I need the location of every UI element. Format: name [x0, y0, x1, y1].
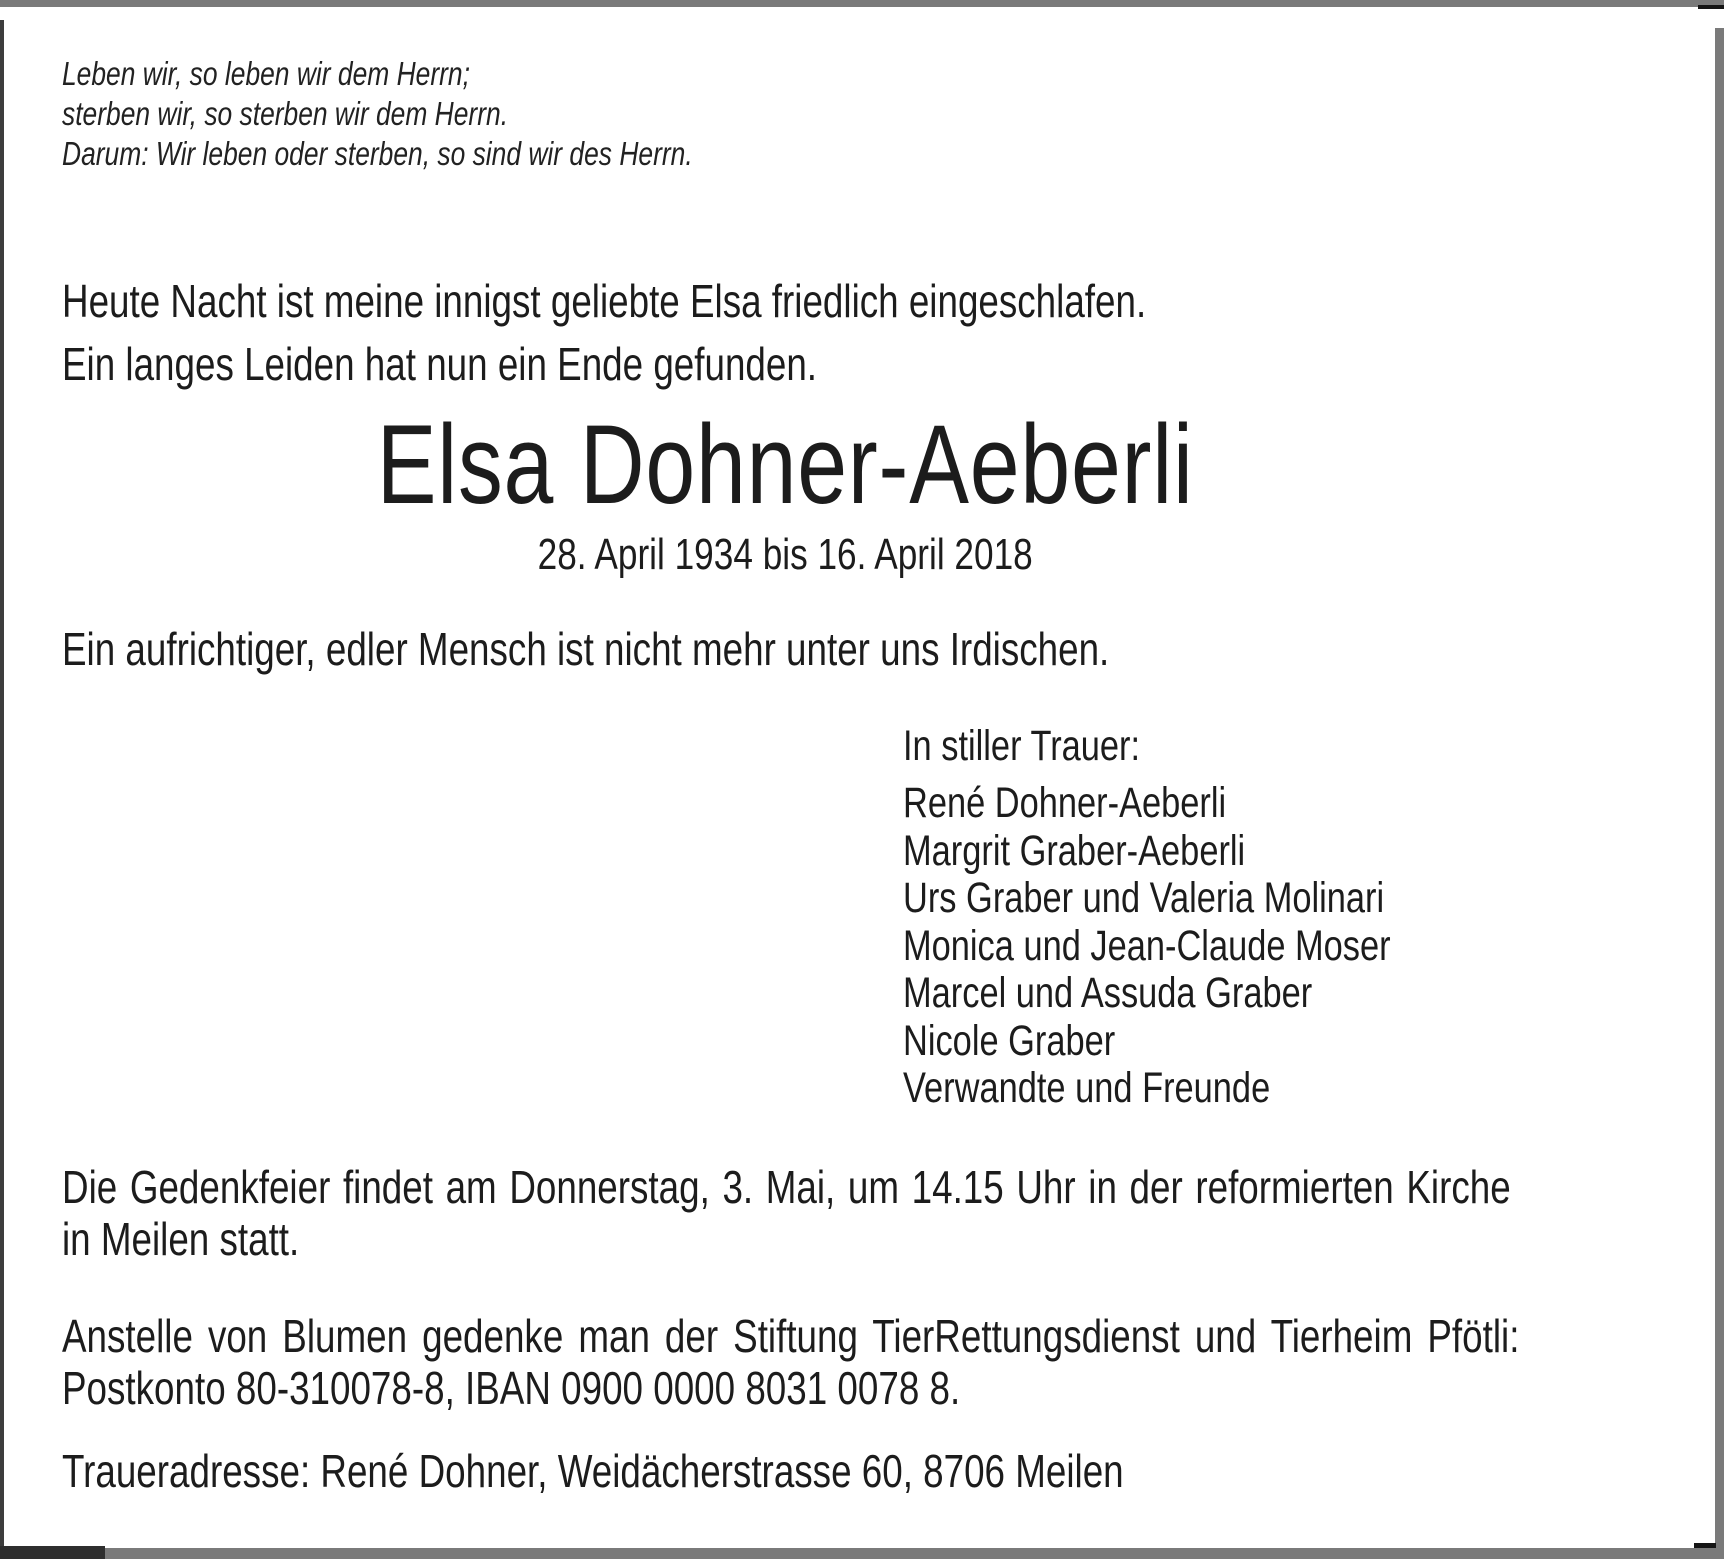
mourner-name: Monica und Jean-Claude Moser	[903, 921, 1391, 970]
donation-info	[62, 1310, 1520, 1414]
deceased-name: Elsa Dohner-Aeberli	[376, 402, 1194, 527]
mourner-name: Marcel und Assuda Graber	[903, 969, 1313, 1017]
verse-line: sterben wir, so sterben wir dem Herrn.	[62, 95, 509, 132]
mourner-name: Nicole Graber	[903, 1016, 1116, 1065]
scan-edge-left	[0, 20, 4, 1549]
scan-edge-top	[0, 0, 1724, 7]
tribute-line: Ein aufrichtiger, edler Mensch ist nicht mehr unter uns Irdischen.	[62, 623, 1110, 675]
verse-line: Darum: Wir leben oder sterben, so sind wir des Herrn.	[62, 135, 693, 172]
mourner-name: Urs Graber und Valeria Molinari	[903, 874, 1385, 922]
service-line-1: Die Gedenkfeier findet am Donnerstag, 3. Mai, um 14.15 Uhr in der reformierten Kirche	[62, 1161, 1511, 1213]
mourning-heading: In stiller Trauer:	[903, 722, 1141, 770]
scan-edge-top-notch	[1698, 5, 1724, 9]
mourning-address: Traueradresse: René Dohner, Weidächerstrasse 60, 8706 Meilen	[62, 1445, 1124, 1497]
donation-line-1: Anstelle von Blumen gedenke man der Stiftung TierRettungsdienst und Tierheim Pfötli:	[62, 1310, 1520, 1362]
announcement-line-2: Ein langes Leiden hat nun ein Ende gefunden.	[62, 338, 818, 390]
mourner-name: Margrit Graber-Aeberli	[903, 826, 1246, 875]
mourner-name: René Dohner-Aeberli	[903, 779, 1227, 827]
scan-edge-bottom-dark	[0, 1546, 105, 1559]
donation-line-2: Postkonto 80-310078-8, IBAN 0900 0000 8031 0078 8.	[62, 1362, 961, 1414]
service-line-2: in Meilen statt.	[62, 1213, 300, 1265]
scan-edge-bottom-notch	[1694, 1543, 1716, 1548]
scan-edge-bottom	[0, 1548, 1724, 1559]
service-info	[62, 1161, 1511, 1265]
scripture-verse	[62, 54, 1508, 174]
deceased-dates: 28. April 1934 bis 16. April 2018	[537, 530, 1033, 579]
mourner-name: Verwandte und Freunde	[903, 1064, 1271, 1112]
verse-line: Leben wir, so leben wir dem Herrn;	[62, 55, 470, 92]
mourners-list	[903, 780, 1724, 1113]
announcement-line-1: Heute Nacht ist meine innigst geliebte Elsa friedlich eingeschlafen.	[62, 275, 1147, 327]
